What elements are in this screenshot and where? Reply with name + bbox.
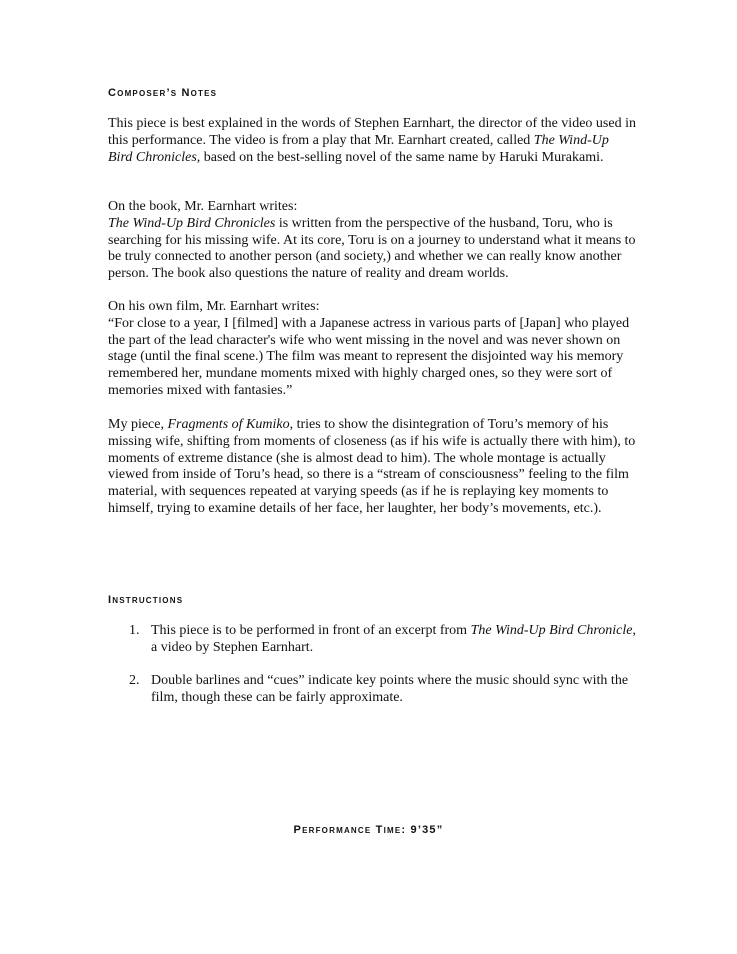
intro-text-b: based on the best-selling novel of the same name by Haruki Murakami.: [200, 149, 604, 165]
book-description: [108, 216, 636, 283]
piece-text-a: My piece,: [108, 417, 168, 432]
performance-time: Performance Time: 9’35”: [293, 824, 444, 836]
video-title: The Wind-Up Bird Chronicle: [470, 623, 633, 638]
book-title: The Wind-Up Bird Chronicles,: [108, 132, 609, 165]
list-item-number: 2.: [129, 673, 140, 689]
film-quote: “For close to a year, I [filmed] with a Japanese actress in various parts of [Japan] who played the part of the lead character's wife who went missing in the novel and was never shown on stage (until the final scene.) The film was meant to represent the disjointed way his memory remembered her, mundane moments mixed with highly charged ones, so they were sort of memories mixed with fantasies.”: [108, 315, 630, 398]
composers-notes-heading: Composer’s Notes: [108, 87, 218, 99]
list-item: [108, 673, 636, 707]
piece-title: Fragments of Kumiko: [167, 417, 290, 432]
piece-paragraph: [108, 417, 636, 518]
intro-text-a: This piece is best explained in the words of Stephen Earnhart, the director of the video used in this performance. The video is from a play that Mr. Earnhart created, called: [108, 116, 636, 148]
book-title-2: The Wind-Up Bird Chronicles: [108, 215, 276, 231]
book-intro-line: On the book, Mr. Earnhart writes:: [108, 199, 298, 214]
list-item-number: 1.: [129, 623, 140, 638]
list-item: [108, 623, 636, 657]
book-paragraph: [108, 199, 636, 283]
instructions-list: [108, 623, 636, 707]
film-intro-line: On his own film, Mr. Earnhart writes:: [108, 299, 320, 314]
list-item-text: Double barlines and “cues” indicate key points where the music should sync with the film, though these can be fairly approximate.: [151, 673, 629, 706]
list-item-text-b: , a video by Stephen Earnhart.: [151, 623, 636, 655]
list-item-text-a: This piece is to be performed in front of an excerpt from: [151, 623, 471, 638]
film-paragraph: [108, 299, 636, 400]
instructions-heading: Instructions: [108, 594, 184, 606]
book-description-text: is written from the perspective of the husband, Toru, who is searching for his missing wife. At its core, Toru is on a journey to understand what it means to be truly connected to another person (and society,) and whether we can really know another person. The book also questions the nature of reality and dream worlds.: [108, 215, 636, 282]
piece-text-b: , tries to show the disintegration of Toru’s memory of his missing wife, shifting from moments of closeness (as if his wife is actually there with him), to moments of extreme distance (she is almost dead to him). The whole montage is actually viewed from inside of Toru’s head, so there is a “stream of consciousness” feeling to the film material, with sequences repeated at varying speeds (as if he is replaying key moments to himself, trying to examine details of her face, her laughter, her body’s movements, etc.).: [108, 417, 636, 516]
intro-paragraph: [108, 116, 636, 166]
